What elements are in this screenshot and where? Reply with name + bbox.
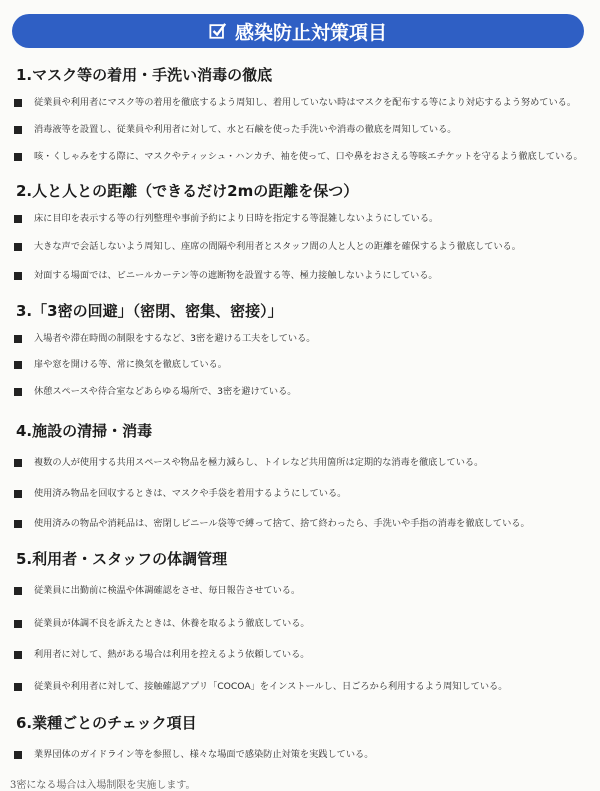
square-bullet-icon bbox=[14, 651, 22, 659]
list-item bbox=[10, 240, 521, 253]
square-bullet-icon bbox=[14, 361, 22, 369]
section-title: 6.業種ごとのチェック項目 bbox=[16, 714, 197, 732]
item-text: 従業員や利用者に対して、接触確認アプリ「COCOA」をインストールし、日ごろから利用するよう周知している。 bbox=[34, 681, 508, 692]
item-text: 従業員や利用者にマスク等の着用を徹底するよう周知し、着用していない時はマスクを配布する等により対応するよう努めている。 bbox=[34, 97, 577, 108]
page-title: 感染防止対策項目 bbox=[234, 21, 387, 44]
square-bullet-icon bbox=[14, 587, 22, 595]
item-text: 咳・くしゃみをする際に、マスクやティッシュ・ハンカチ、袖を使って、口や鼻をおさえる等咳エチケットを守るよう徹底している。 bbox=[34, 151, 583, 162]
list-item bbox=[10, 96, 576, 109]
list-item bbox=[10, 123, 456, 136]
list-item bbox=[10, 584, 300, 597]
item-text: 休憩スペースや待合室などあらゆる場所で、3密を避けている。 bbox=[34, 386, 297, 397]
list-item bbox=[10, 680, 507, 693]
list-item bbox=[10, 748, 373, 761]
list-item bbox=[10, 456, 483, 469]
square-bullet-icon bbox=[14, 272, 22, 280]
list-item bbox=[10, 358, 227, 371]
section-6 bbox=[10, 710, 374, 760]
section-title: 3.「3密の回避」（密閉、密集、密接）」 bbox=[16, 302, 283, 320]
square-bullet-icon bbox=[14, 388, 22, 396]
square-bullet-icon bbox=[14, 335, 22, 343]
square-bullet-icon bbox=[14, 751, 22, 759]
list-item bbox=[10, 648, 309, 661]
square-bullet-icon bbox=[14, 683, 22, 691]
item-text: 業界団体のガイドライン等を参照し、様々な場面で感染防止対策を実践している。 bbox=[34, 749, 374, 760]
section-title: 2.人と人との距離（できるだけ2mの距離を保つ） bbox=[16, 182, 359, 200]
list-item bbox=[10, 617, 310, 630]
item-text: 大きな声で会話しないよう周知し、座席の間隔や利用者とスタッフ間の人と人との距離を確保するよう徹底している。 bbox=[34, 241, 521, 252]
list-item bbox=[10, 150, 583, 163]
item-text: 従業員が体調不良を訴えたときは、休養を取るよう徹底している。 bbox=[34, 618, 310, 629]
item-text: 扉や窓を開ける等、常に換気を徹底している。 bbox=[34, 359, 227, 370]
square-bullet-icon bbox=[14, 243, 22, 251]
square-bullet-icon bbox=[14, 126, 22, 134]
item-text: 使用済み物品を回収するときは、マスクや手袋を着用するようにしている。 bbox=[34, 488, 347, 499]
item-text: 使用済みの物品や消耗品は、密閉しビニール袋等で縛って捨て、捨て終わったら、手洗いや手指の消毒を徹底している。 bbox=[34, 518, 530, 529]
list-item bbox=[10, 212, 438, 225]
list-item bbox=[10, 269, 438, 282]
item-text: 複数の人が使用する共用スペースや物品を極力減らし、トイレなど共用箇所は定期的な消毒を徹底している。 bbox=[34, 457, 484, 468]
item-text: 消毒液等を設置し、従業員や利用者に対して、水と石鹸を使った手洗いや消毒の徹底を周知している。 bbox=[34, 124, 457, 135]
section-5 bbox=[10, 546, 508, 692]
item-text: 床に目印を表示する等の行列整理や事前予約により日時を指定する等混雑しないようにしている。 bbox=[34, 213, 439, 224]
section-4 bbox=[10, 418, 530, 529]
list-item bbox=[10, 332, 315, 345]
list-item bbox=[10, 487, 346, 500]
item-text: 利用者に対して、熱がある場合は利用を控えるよう依頼している。 bbox=[34, 649, 310, 660]
item-text: 従業員に出勤前に検温や体調確認をさせ、毎日報告させている。 bbox=[34, 585, 301, 596]
list-item bbox=[10, 517, 530, 530]
section-1 bbox=[10, 62, 583, 162]
section-title: 1.マスク等の着用・手洗い消毒の徹底 bbox=[16, 66, 273, 84]
title-banner bbox=[12, 14, 584, 48]
square-bullet-icon bbox=[14, 520, 22, 528]
square-bullet-icon bbox=[14, 490, 22, 498]
square-bullet-icon bbox=[14, 215, 22, 223]
item-text: 入場者や滞在時間の制限をするなど、3密を避ける工夫をしている。 bbox=[34, 333, 316, 344]
list-item bbox=[10, 385, 296, 398]
section-title: 5.利用者・スタッフの体調管理 bbox=[16, 550, 228, 568]
section-title: 4.施設の清掃・消毒 bbox=[16, 422, 153, 440]
item-text: 対面する場面では、ビニールカーテン等の遮断物を設置する等、極力接触しないようにしている。 bbox=[34, 270, 438, 281]
square-bullet-icon bbox=[14, 459, 22, 467]
footer-note: 3密になる場合は入場制限を実施します。 bbox=[10, 780, 196, 791]
square-bullet-icon bbox=[14, 620, 22, 628]
square-bullet-icon bbox=[14, 153, 22, 161]
square-bullet-icon bbox=[14, 99, 22, 107]
check-box-icon bbox=[209, 22, 227, 40]
section-2 bbox=[10, 178, 521, 281]
section-3 bbox=[10, 298, 316, 397]
